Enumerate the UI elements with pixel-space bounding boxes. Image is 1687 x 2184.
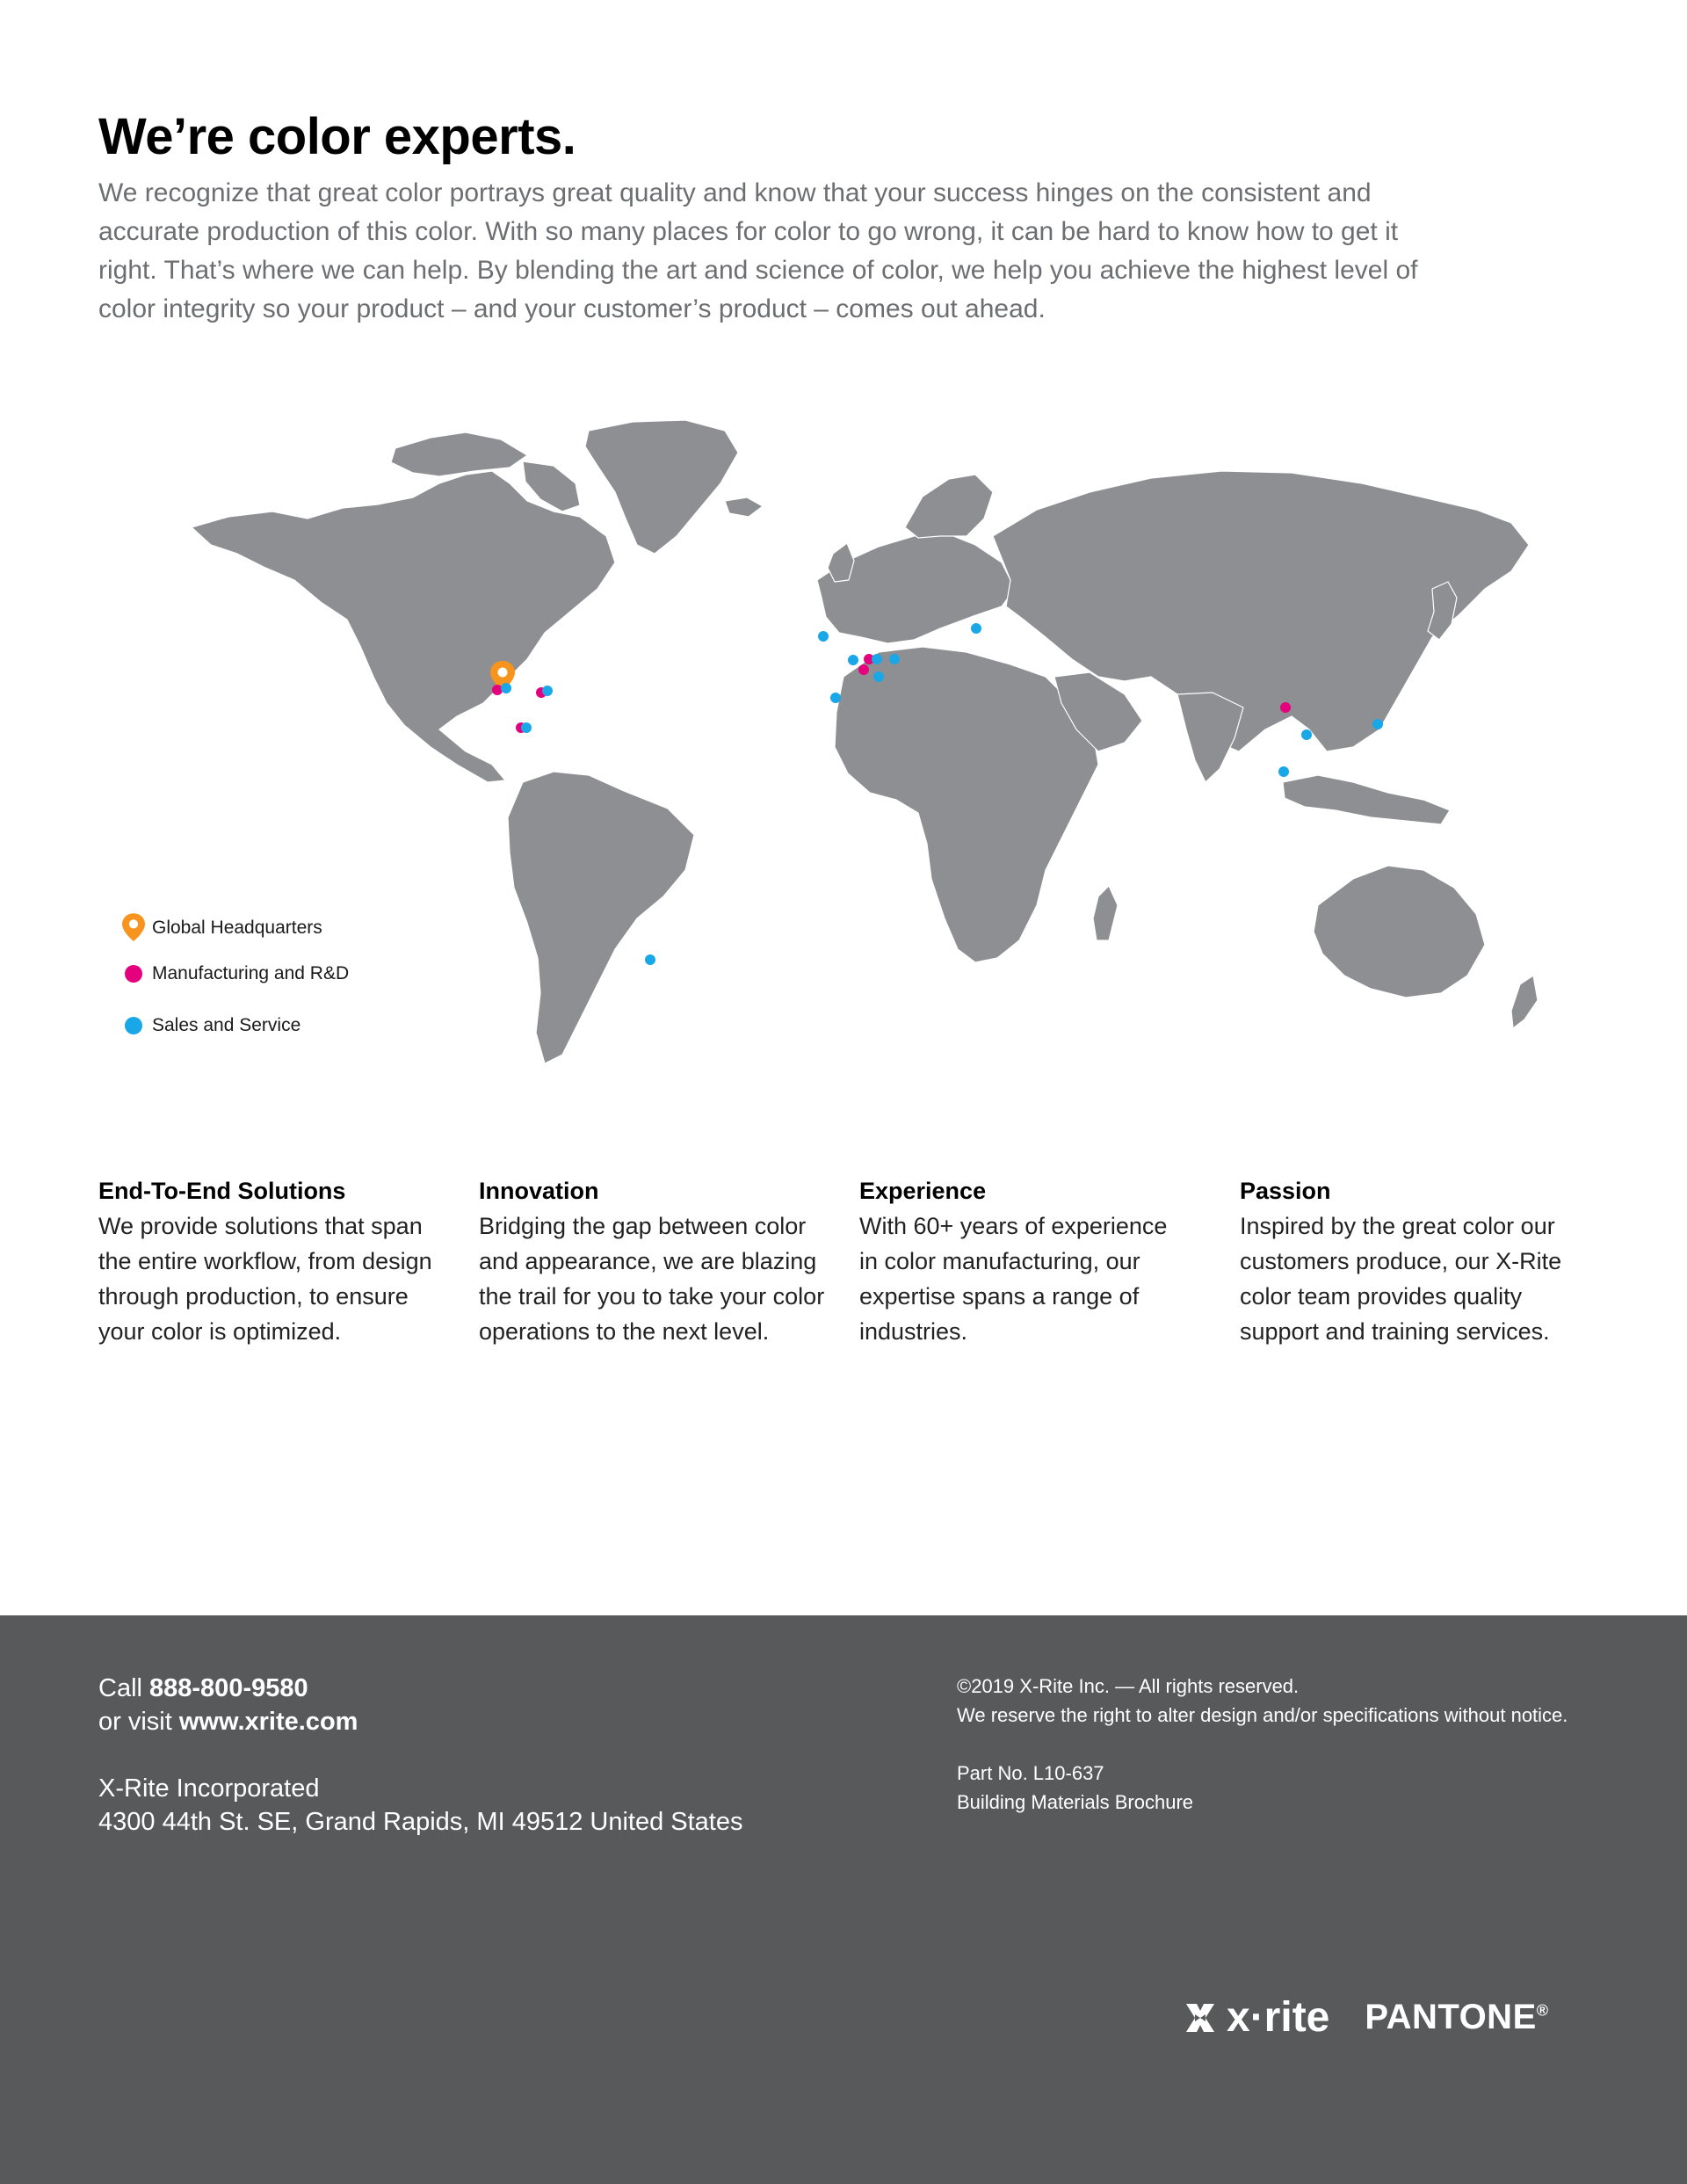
southeast-asia-islands (1283, 775, 1450, 824)
sales-service-marker (1301, 729, 1312, 740)
intro-paragraph: We recognize that great color portrays great quality and know that your success hinges on the consistent and accurate production of this color. With so many places for color to go wrong, it can be hard to know how to get it right. That’s where we can help. By blending the art and science of color, we help you achieve the highest level of color integrity so your product – and your customer’s product – comes out ahead. (98, 178, 1418, 323)
legend-label: Sales and Service (152, 1015, 301, 1035)
sales-service-marker (501, 683, 511, 693)
feature-body: Inspired by the great color our customers produce, our X-Rite color team provides quality support and training services. (1240, 1213, 1562, 1345)
brand-logos (1183, 1993, 1549, 2042)
canadian-arctic-islands (391, 432, 527, 476)
india-peninsula (1177, 693, 1243, 782)
company-name: X-Rite Incorporated (98, 1774, 320, 1803)
website-row (98, 1705, 358, 1738)
british-isles (828, 543, 854, 582)
company-address (98, 1772, 743, 1839)
legend-item-sales (119, 1015, 300, 1036)
new-zealand-islands (1511, 976, 1538, 1028)
legal-info (957, 1672, 1568, 1817)
registered-mark: ® (1536, 2001, 1549, 2020)
phone-row (98, 1672, 358, 1705)
feature-title: Innovation (479, 1178, 599, 1204)
greenland-landmass (585, 420, 738, 554)
cyan-dot-icon (119, 1017, 148, 1034)
australia-landmass (1314, 866, 1485, 998)
sales-service-marker (872, 654, 882, 664)
iceland-landmass (725, 497, 763, 517)
land-masses (192, 420, 1538, 1063)
sales-service-marker (521, 722, 532, 733)
sales-service-marker (873, 671, 884, 682)
sales-service-marker (818, 631, 829, 642)
copyright-text: ©2019 X-Rite Inc. — All rights reserved. (957, 1675, 1300, 1697)
part-number: Part No. L10-637 (957, 1762, 1104, 1784)
legend-label: Manufacturing and R&D (152, 963, 350, 983)
contact-info (98, 1672, 358, 1738)
feature-end-to-end (98, 1173, 459, 1349)
scandinavia-landmass (905, 475, 993, 538)
magenta-dot-icon (119, 965, 148, 983)
location-pin-icon (119, 912, 148, 944)
feature-passion (1240, 1173, 1600, 1349)
pantone-logo (1365, 1998, 1548, 2037)
phone-number-link[interactable]: 888-800-9580 (149, 1674, 308, 1702)
sales-service-marker (830, 693, 841, 703)
xrite-wordmark: x·rite (1227, 1994, 1330, 2041)
hero-section (98, 105, 1469, 329)
world-map (176, 413, 1582, 1116)
feature-title: End-To-End Solutions (98, 1178, 346, 1204)
visit-label: or visit (98, 1708, 179, 1736)
feature-experience (859, 1173, 1220, 1349)
sales-service-marker (645, 954, 655, 965)
features-section (98, 1173, 1610, 1375)
disclaimer-text: We reserve the right to alter design and/or specifications without notice. (957, 1704, 1568, 1726)
feature-title: Passion (1240, 1178, 1331, 1204)
xrite-logo (1183, 1993, 1329, 2042)
south-america-landmass (508, 772, 694, 1063)
feature-title: Experience (859, 1178, 987, 1204)
manufacturing-marker (858, 664, 869, 675)
xrite-mark-icon (1183, 2000, 1218, 2035)
page-title: We’re color experts. (98, 108, 576, 165)
sales-service-marker (889, 654, 900, 664)
feature-body: With 60+ years of experience in color manufacturing, our expertise spans a range of industries. (859, 1213, 1168, 1345)
world-map-graphic (176, 413, 1582, 1116)
sales-service-marker (1372, 719, 1383, 729)
call-label: Call (98, 1674, 150, 1702)
sales-service-marker (542, 686, 553, 696)
footer (0, 1615, 1687, 2184)
legend-item-headquarters (119, 912, 322, 944)
feature-body: We provide solutions that span the entire workflow, from design through production, to ensure your color is optimized. (98, 1213, 432, 1345)
feature-innovation (479, 1173, 839, 1349)
sales-service-marker (1278, 766, 1289, 777)
sales-service-marker (971, 623, 981, 634)
madagascar-landmass (1093, 886, 1118, 940)
feature-body: Bridging the gap between color and appearance, we are blazing the trail for you to take your color operations to the next level. (479, 1213, 825, 1345)
website-link[interactable]: www.xrite.com (178, 1708, 358, 1736)
manufacturing-marker (492, 685, 503, 695)
pantone-wordmark: PANTONE (1365, 1998, 1537, 2036)
legend-label: Global Headquarters (152, 918, 322, 938)
sales-service-marker (848, 655, 858, 665)
manufacturing-marker (1280, 702, 1291, 713)
document-name: Building Materials Brochure (957, 1791, 1194, 1813)
north-america-landmass (192, 471, 615, 782)
legend-item-manufacturing (119, 963, 349, 984)
street-address: 4300 44th St. SE, Grand Rapids, MI 49512 United States (98, 1808, 743, 1836)
